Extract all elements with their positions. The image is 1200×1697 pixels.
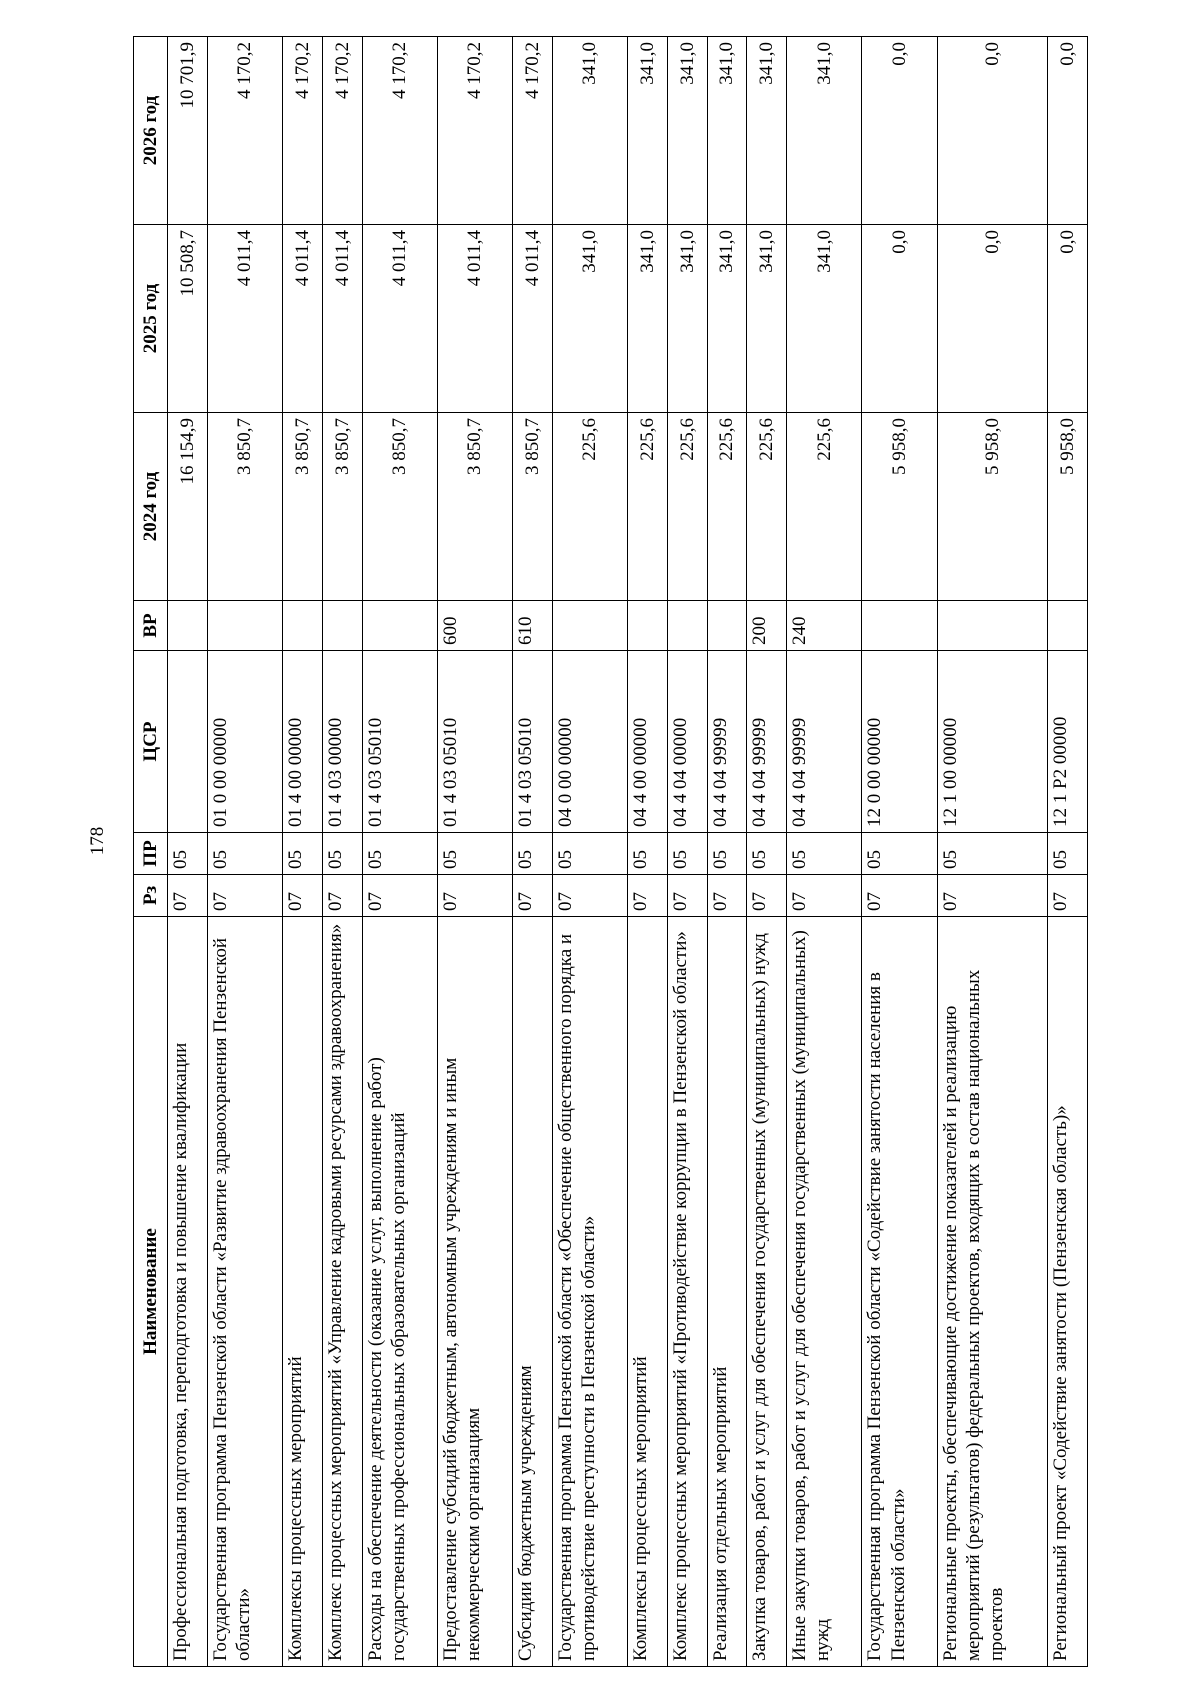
cell-2024: 3 850,7 [437,413,512,601]
cell-vr: 200 [747,601,787,651]
cell-2026: 341,0 [552,37,627,225]
cell-2026: 341,0 [627,37,667,225]
cell-rz: 07 [747,875,787,917]
cell-pr: 05 [627,833,667,875]
cell-rz: 07 [1048,875,1088,917]
cell-name: Государственная программа Пензенской области «Обеспечение общественного порядка и противодействие преступности в Пензенской области» [552,917,627,1667]
cell-2026: 4 170,2 [207,37,282,225]
cell-2026: 341,0 [747,37,787,225]
table-row [207,37,282,1667]
cell-csr: 04 4 00 00000 [627,651,667,833]
cell-vr: 610 [512,601,552,651]
cell-2024: 225,6 [552,413,627,601]
cell-2026: 4 170,2 [322,37,362,225]
cell-rz: 07 [168,875,208,917]
rotated-table-container [133,37,1088,1667]
cell-vr [862,601,937,651]
cell-2024: 225,6 [787,413,862,601]
cell-2026: 4 170,2 [512,37,552,225]
cell-2024: 5 958,0 [862,413,937,601]
cell-csr: 04 4 04 99999 [787,651,862,833]
cell-name: Комплексы процессных мероприятий [627,917,667,1667]
cell-2024: 225,6 [627,413,667,601]
cell-rz: 07 [787,875,862,917]
cell-2024: 16 154,9 [168,413,208,601]
cell-name: Профессиональная подготовка, переподготовка и повышение квалификации [168,917,208,1667]
cell-csr: 04 4 04 99999 [747,651,787,833]
cell-2025: 341,0 [747,225,787,413]
cell-2025: 341,0 [707,225,747,413]
cell-csr: 04 0 00 00000 [552,651,627,833]
cell-2025: 0,0 [937,225,1047,413]
cell-2025: 4 011,4 [437,225,512,413]
cell-name: Расходы на обеспечение деятельности (оказание услуг, выполнение работ) государственных профессиональных образовательных организаций [362,917,437,1667]
cell-pr: 05 [862,833,937,875]
cell-rz: 07 [437,875,512,917]
header-name: Наименование [134,917,168,1667]
cell-vr [667,601,707,651]
cell-2025: 341,0 [627,225,667,413]
cell-2025: 4 011,4 [362,225,437,413]
table-row [707,37,747,1667]
cell-2025: 4 011,4 [282,225,322,413]
cell-name: Предоставление субсидий бюджетным, автономным учреждениям и иным некоммерческим организациям [437,917,512,1667]
table-row [322,37,362,1667]
cell-vr [627,601,667,651]
header-2024: 2024 год [134,413,168,601]
table-row [1048,37,1088,1667]
cell-rz: 07 [552,875,627,917]
cell-2026: 4 170,2 [282,37,322,225]
cell-pr: 05 [437,833,512,875]
cell-csr: 01 0 00 00000 [207,651,282,833]
page-number: 178 [87,826,108,856]
cell-2024: 225,6 [707,413,747,601]
cell-vr: 600 [437,601,512,651]
table-row [747,37,787,1667]
cell-vr [362,601,437,651]
header-csr: ЦСР [134,651,168,833]
table-row [787,37,862,1667]
cell-pr: 05 [362,833,437,875]
cell-2025: 0,0 [1048,225,1088,413]
cell-vr: 240 [787,601,862,651]
table-body [168,37,1088,1667]
cell-rz: 07 [207,875,282,917]
cell-csr [168,651,208,833]
cell-2026: 10 701,9 [168,37,208,225]
cell-2024: 3 850,7 [282,413,322,601]
cell-vr [282,601,322,651]
cell-2025: 4 011,4 [322,225,362,413]
cell-vr [322,601,362,651]
table-row [282,37,322,1667]
cell-name: Государственная программа Пензенской области «Содействие занятости населения в Пензенской области» [862,917,937,1667]
cell-vr [552,601,627,651]
cell-rz: 07 [937,875,1047,917]
table-row [512,37,552,1667]
cell-2025: 4 011,4 [207,225,282,413]
cell-rz: 07 [512,875,552,917]
header-pr: ПР [134,833,168,875]
cell-vr [937,601,1047,651]
header-vr: ВР [134,601,168,651]
cell-2024: 5 958,0 [937,413,1047,601]
cell-pr: 05 [322,833,362,875]
cell-2026: 341,0 [667,37,707,225]
cell-2025: 4 011,4 [512,225,552,413]
cell-2025: 341,0 [552,225,627,413]
cell-vr [707,601,747,651]
cell-name: Реализация отдельных мероприятий [707,917,747,1667]
cell-2025: 10 508,7 [168,225,208,413]
cell-rz: 07 [627,875,667,917]
cell-name: Государственная программа Пензенской области «Развитие здравоохранения Пензенской области» [207,917,282,1667]
cell-name: Иные закупки товаров, работ и услуг для обеспечения государственных (муниципальных) нужд [787,917,862,1667]
cell-2025: 0,0 [862,225,937,413]
cell-2024: 225,6 [667,413,707,601]
header-row [134,37,168,1667]
cell-csr: 01 4 03 05010 [362,651,437,833]
cell-name: Региональный проект «Содействие занятости (Пензенская область)» [1048,917,1088,1667]
table-row [362,37,437,1667]
cell-rz: 07 [667,875,707,917]
cell-csr: 01 4 00 00000 [282,651,322,833]
cell-2025: 341,0 [787,225,862,413]
cell-pr: 05 [707,833,747,875]
cell-pr: 05 [512,833,552,875]
cell-2026: 0,0 [862,37,937,225]
header-2025: 2025 год [134,225,168,413]
cell-2026: 4 170,2 [362,37,437,225]
cell-csr: 01 4 03 05010 [512,651,552,833]
cell-pr: 05 [168,833,208,875]
cell-2026: 4 170,2 [437,37,512,225]
cell-vr [168,601,208,651]
cell-csr: 04 4 04 99999 [707,651,747,833]
cell-2025: 341,0 [667,225,707,413]
budget-table [133,36,1088,1667]
cell-2024: 3 850,7 [207,413,282,601]
cell-vr [207,601,282,651]
cell-csr: 01 4 03 00000 [322,651,362,833]
table-row [862,37,937,1667]
cell-pr: 05 [552,833,627,875]
cell-csr: 12 1 00 00000 [937,651,1047,833]
cell-rz: 07 [707,875,747,917]
cell-csr: 12 1 Р2 00000 [1048,651,1088,833]
cell-name: Комплексы процессных мероприятий [282,917,322,1667]
cell-2024: 225,6 [747,413,787,601]
cell-name: Комплекс процессных мероприятий «Управление кадровыми ресурсами здравоохранения» [322,917,362,1667]
cell-2024: 3 850,7 [322,413,362,601]
cell-name: Комплекс процессных мероприятий «Противодействие коррупции в Пензенской области» [667,917,707,1667]
cell-csr: 04 4 04 00000 [667,651,707,833]
header-rz: Рз [134,875,168,917]
cell-2026: 0,0 [1048,37,1088,225]
cell-rz: 07 [862,875,937,917]
table-row [627,37,667,1667]
cell-rz: 07 [282,875,322,917]
cell-2024: 3 850,7 [362,413,437,601]
cell-name: Региональные проекты, обеспечивающие достижение показателей и реализацию мероприятий (результатов) федеральных проектов, входящих в состав национальных проектов [937,917,1047,1667]
cell-pr: 05 [747,833,787,875]
cell-pr: 05 [282,833,322,875]
table-header [134,37,168,1667]
cell-csr: 12 0 00 00000 [862,651,937,833]
cell-vr [1048,601,1088,651]
cell-2026: 0,0 [937,37,1047,225]
cell-pr: 05 [1048,833,1088,875]
cell-name: Субсидии бюджетным учреждениям [512,917,552,1667]
cell-2026: 341,0 [707,37,747,225]
table-row [168,37,208,1667]
cell-pr: 05 [937,833,1047,875]
cell-name: Закупка товаров, работ и услуг для обеспечения государственных (муниципальных) нужд [747,917,787,1667]
table-row [937,37,1047,1667]
cell-csr: 01 4 03 05010 [437,651,512,833]
cell-2026: 341,0 [787,37,862,225]
header-2026: 2026 год [134,37,168,225]
table-row [552,37,627,1667]
table-row [437,37,512,1667]
cell-pr: 05 [207,833,282,875]
cell-pr: 05 [667,833,707,875]
cell-2024: 5 958,0 [1048,413,1088,601]
cell-rz: 07 [362,875,437,917]
table-row [667,37,707,1667]
cell-rz: 07 [322,875,362,917]
cell-pr: 05 [787,833,862,875]
cell-2024: 3 850,7 [512,413,552,601]
